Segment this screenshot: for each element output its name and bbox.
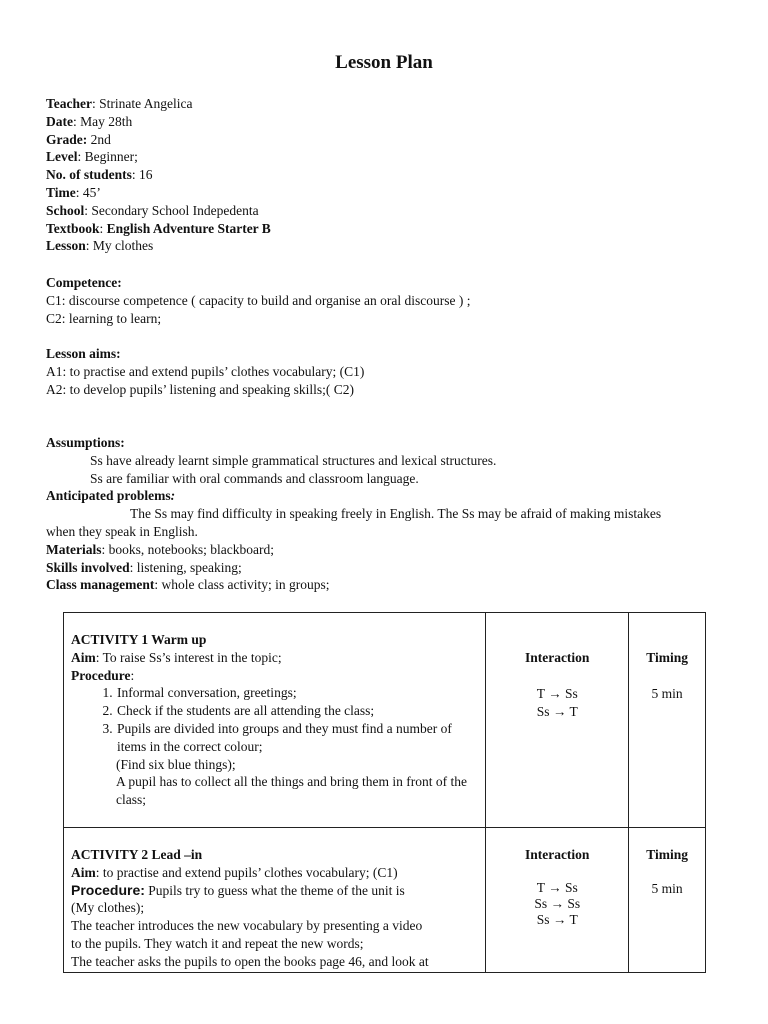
interaction-pattern: T → Ss [536,685,578,701]
problems-heading: Anticipated problems: [46,488,176,504]
skills-line: Skills involved: listening, speaking; [46,559,242,575]
assumptions-heading: Assumptions: [46,435,125,450]
procedure-line: The teacher introduces the new vocabulary by presenting a video [71,918,423,934]
field-grade: Grade: 2nd [46,131,111,147]
assumptions-section [46,434,726,594]
timing-cell [629,828,706,973]
activity-description [64,828,486,973]
competence-section [46,274,726,327]
aims-heading: Lesson aims: [46,346,121,361]
field-lesson: Lesson: My clothes [46,238,154,254]
interaction-pattern: T → Ss [536,879,578,895]
field-students: No. of students: 16 [46,167,153,183]
activity-aim: Aim: to practise and extend pupils’ clothes vocabulary; (C1) [71,864,398,880]
timing-cell [629,613,706,828]
activity-aim: Aim: To raise Ss’s interest in the topic; [71,649,282,665]
problems-text-cont: when they speak in English. [46,523,198,539]
timing-value: 5 min [651,685,683,701]
aims-section [46,345,726,398]
field-textbook: Textbook: English Adventure Starter B [46,220,271,236]
procedure-note: (Find six blue things); [116,756,236,772]
interaction-cell [486,613,629,828]
competence-heading: Competence: [46,275,122,290]
header-fields [46,95,726,255]
field-teacher: Teacher: Strinate Angelica [46,96,193,111]
procedure-step: 2. Check if the students are all attending the class; [116,702,479,720]
procedure-line: to the pupils. They watch it and repeat the new words; [71,935,364,951]
activity-procedure-label: Procedure: [71,667,135,683]
procedure-line: The teacher asks the pupils to open the books page 46, and look at [71,953,429,969]
problems-text: The Ss may find difficulty in speaking freely in English. The Ss may be afraid of making mistakes [130,506,662,522]
timing-header: Timing [646,847,688,862]
activity-title: ACTIVITY 1 Warm up [71,632,207,647]
aim-item: A1: to practise and extend pupils’ clothes vocabulary; (C1) [46,363,365,379]
procedure-note: A pupil has to collect all the things and bring them in front of the class; [116,774,467,808]
procedure-step: 1. Informal conversation, greetings; [116,684,479,702]
interaction-header: Interaction [524,847,590,862]
competence-item: C1: discourse competence ( capacity to build and organise an oral discourse ) ; [46,292,471,308]
timing-header: Timing [646,650,688,665]
class-management-line: Class management: whole class activity; in groups; [46,577,330,593]
activity-title: ACTIVITY 2 Lead –in [71,847,203,862]
procedure-line: (My clothes); [71,900,145,916]
interaction-cell [486,828,629,973]
field-level: Level: Beginner; [46,149,138,165]
timing-value: 5 min [651,880,683,896]
field-school: School: Secondary School Indepedenta [46,202,259,218]
activity-row [64,828,706,973]
interaction-header: Interaction [524,650,590,665]
interaction-pattern: Ss → T [536,703,578,719]
activity-description [64,613,486,828]
interaction-pattern: Ss → T [536,911,578,927]
procedure-step: 3. Pupils are divided into groups and they must find a number of items in the correct colour; [116,720,479,756]
assumption-item: Ss are familiar with oral commands and classroom language. [90,470,419,486]
page-title: Lesson Plan [335,52,433,73]
competence-item: C2: learning to learn; [46,310,162,326]
activity-procedure: Procedure: Pupils try to guess what the theme of the unit is [71,881,405,898]
activity-row [64,613,706,828]
field-date: Date: May 28th [46,113,133,129]
materials-line: Materials: books, notebooks; blackboard; [46,541,274,557]
interaction-pattern: Ss → Ss [534,895,581,911]
aim-item: A2: to develop pupils’ listening and speaking skills;( C2) [46,381,354,397]
activities-table [63,612,706,973]
procedure-steps [71,684,479,755]
field-time: Time: 45’ [46,184,101,200]
assumption-item: Ss have already learnt simple grammatical structures and lexical structures. [90,452,497,468]
